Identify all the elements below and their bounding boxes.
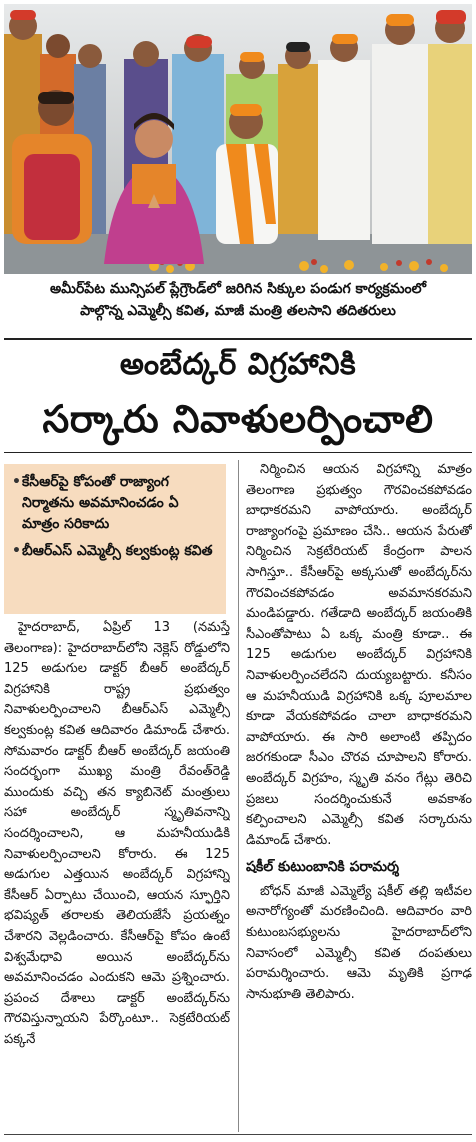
bullet-icon: • bbox=[12, 543, 21, 559]
article-column-right bbox=[246, 460, 472, 1132]
divider-rule bbox=[4, 338, 472, 340]
headline-line-2: సర్కారు నివాళులర్పించాలి bbox=[42, 397, 434, 441]
article-column-left bbox=[4, 618, 230, 1130]
highlight-item bbox=[12, 541, 220, 562]
highlight-text: కేసీఆర్‌పై కోపంతో రాజ్యాంగ నిర్మాతను అవమానించడం ఏ మాత్రం సరికాదు bbox=[22, 474, 179, 532]
article-paragraph: హైదరాబాద్, ఏప్రిల్ 13 (నమస్తే తెలంగాణ): హైదరాబాద్‌లోని నెక్లెస్ రోడ్డులోని 125 అడుగుల డాక్టర్ బీఆర్ అంబేద్కర్ విగ్రహానికి రాష్ట్ర ప్రభుత్వం నివాళులర్పించాలని బీఆర్ఎస్ ఎమ్మెల్సీ కల్వకుంట్ల కవిత ఆదివారం డిమాండ్ చేశారు. సోమవారం డాక్టర్ బీఆర్ అంబేద్కర్ జయంతి సందర్భంగా ముఖ్య మంత్రి రేవంత్‌రెడ్డి ముందుకు వచ్చి తన క్యాబినెట్ మంత్రులు సహా అంబేద్కర్ స్మృతివనాన్ని సందర్శించాలని, ఆ మహనీయుడికి నివాళులర్పించాలని కోరారు. ఈ 125 అడుగుల ఎత్తయిన అంబేద్కర్ విగ్రహాన్ని కేసీఆర్ ఏర్పాటు చేయించి, ఆయన స్ఫూర్తిని భవిష్యత్ తరాలకు తెలియజేసే ప్రయత్నం చేశారని వెల్లడించారు. కేసీఆర్‌పై కోపం ఉంటే విశ్వమేధావి అయిన అంబేద్కర్‌ను అవమానించడం ఎందుకని ఆమె ప్రశ్నించారు. ప్రపంచ దేశాలు డాక్టర్ అంబేద్కర్‌ను గౌరవిస్తున్నాయని పేర్కొంటూ.. సెక్రటేరియట్ పక్కనే bbox=[4, 620, 230, 1047]
news-photo bbox=[4, 4, 472, 274]
article-subheading: షకీల్ కుటుంబానికి పరామర్శ bbox=[246, 859, 400, 876]
highlight-text: బీఆర్ఎస్ ఎమ్మెల్సీ కల్వకుంట్ల కవిత bbox=[22, 543, 213, 559]
caption-line-1: అమీర్‌పేట మున్సిపల్ ప్లేగ్రౌండ్‌లో జరిగిన సిక్కుల పండుగ కార్యక్రమంలో bbox=[49, 281, 427, 297]
divider-rule bbox=[4, 1134, 472, 1135]
photo-illustration bbox=[4, 4, 472, 274]
caption-line-2: పాల్గొన్న ఎమ్మెల్సీ కవిత, మాజీ మంత్రి తలసాని తదితరులు bbox=[80, 303, 396, 319]
bullet-icon: • bbox=[12, 474, 21, 490]
highlight-item bbox=[12, 472, 220, 535]
article-paragraph: బోధన్ మాజీ ఎమ్మెల్యే షకీల్ తల్లి ఇటీవల అనారోగ్యంతో మరణించింది. ఆదివారం వారి కుటుంబసభ్యులను హైదరాబాద్‌లోని నివాసంలో ఎమ్మెల్సీ కవిత దంపతులు పరామర్శించారు. ఆమె మృతికి ప్రగాఢ సానుభూతి తెలిపారు. bbox=[246, 883, 472, 1002]
photo-caption bbox=[0, 278, 476, 334]
column-separator bbox=[238, 460, 239, 1132]
divider-rule bbox=[4, 452, 472, 453]
highlights-box bbox=[4, 464, 226, 614]
headline-line-1: అంబేద్కర్ విగ్రహానికి bbox=[119, 347, 357, 382]
article-paragraph: నిర్మించిన ఆయన విగ్రహాన్ని మాత్రం తెలంగాణ ప్రభుత్వం గౌరవించకపోవడం బాధాకరమని వాపోయారు. అంబేద్కర్ రాజ్యాంగంపై ప్రమాణం చేసి.. ఆయన పేరుతో నిర్మించిన సెక్రటేరియట్ కేంద్రంగా పాలన సాగిస్తూ.. కేసీఆర్‌పై అక్కసుతో అంబేద్కర్‌ను గౌరవించకపోవడం అవమానకరమని మండిపడ్డారు. గతేడాది అంబేద్కర్ జయంతికి సీఎంతోపాటు ఏ ఒక్క మంత్రి కూడా.. ఈ 125 అడుగుల అంబేద్కర్ విగ్రహానికి నివాళులర్పించలేదని దుయ్యబట్టారు. కనీసం ఆ మహనీయుడి విగ్రహానికి ఒక్క పూలమాల కూడా వేయకపోవడం చాలా బాధాకరమని వాపోయారు. ఈ సారి అలాంటి తప్పిదం జరగకుండా సీఎం చొరవ చూపాలని కోరారు. అంబేద్కర్ విగ్రహం, స్మృతి వనం గేట్లు తెరిచి ప్రజలు సందర్శించుకునే అవకాశం కల్పించాలని ఎమ్మెల్సీ కవిత సర్కారును డిమాండ్ చేశారు. bbox=[246, 462, 472, 848]
